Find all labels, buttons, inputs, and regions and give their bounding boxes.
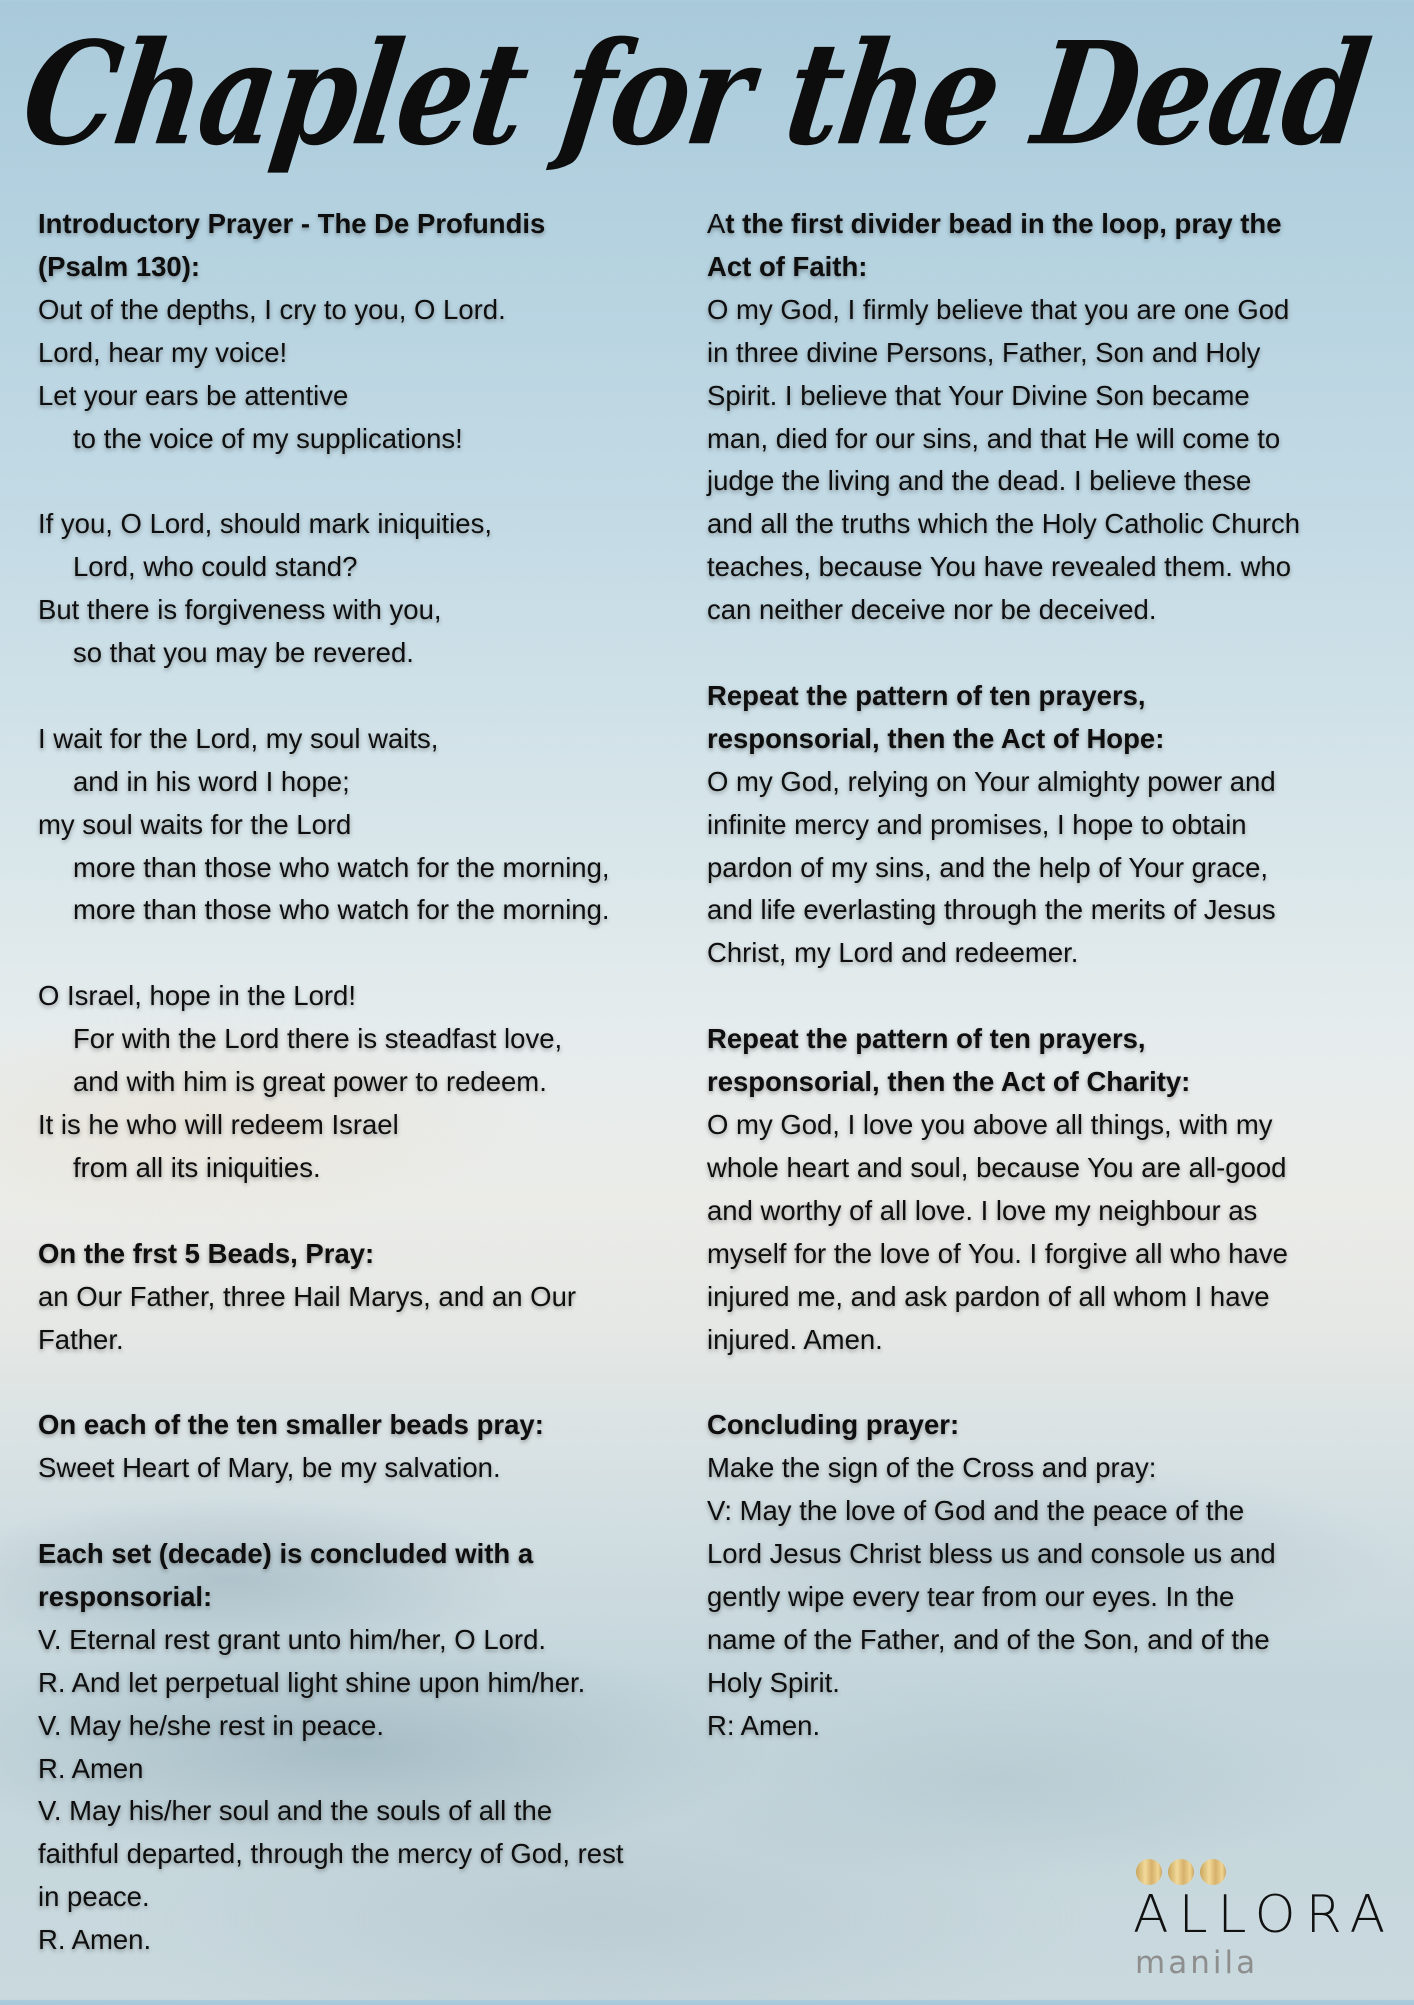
- body-line: V. May he/she rest in peace.: [38, 1709, 384, 1741]
- body-line: Father.: [38, 1323, 124, 1355]
- body-line: judge the living and the dead. I believe these: [707, 465, 1252, 497]
- body-line: in three divine Persons, Father, Son and Holy: [707, 336, 1261, 368]
- gold-dots-icon: [1136, 1859, 1226, 1885]
- body-line: and life everlasting through the merits of Jesus: [707, 894, 1276, 926]
- body-line: R. And let perpetual light shine upon him/her.: [38, 1666, 586, 1698]
- section-introductory-prayer: [38, 203, 706, 460]
- left-column: [38, 203, 706, 2005]
- section-act-of-charity: [707, 1018, 1387, 1361]
- psalm-line: Lord, who could stand?: [73, 551, 358, 583]
- psalm-stanza: [38, 718, 706, 933]
- allora-manila-logo: [1133, 1855, 1396, 1995]
- section-heading: [707, 203, 1387, 246]
- psalm-line: my soul waits for the Lord: [38, 808, 352, 840]
- page-title: Chaplet for the Dead: [13, 10, 1377, 177]
- section-heading: Act of Faith:: [707, 250, 868, 282]
- heading-initial: A: [707, 208, 726, 239]
- psalm-stanza: [38, 975, 706, 1190]
- heading-text: t the first divider bead in the loop, pray the: [725, 208, 1282, 239]
- body-line: can neither deceive nor be deceived.: [707, 594, 1157, 626]
- body-line: Make the sign of the Cross and pray:: [707, 1452, 1157, 1484]
- psalm-line: and with him is great power to redeem.: [73, 1066, 547, 1098]
- psalm-line: and in his word I hope;: [73, 765, 350, 797]
- body-line: R. Amen: [38, 1752, 144, 1784]
- body-line: myself for the love of You. I forgive all who have: [707, 1237, 1288, 1269]
- psalm-line: Let your ears be attentive: [38, 379, 349, 411]
- section-responsorial: [38, 1533, 706, 1962]
- body-line: R. Amen.: [38, 1924, 152, 1956]
- section-heading: On each of the ten smaller beads pray:: [38, 1409, 544, 1441]
- body-line: V. May his/her soul and the souls of all the: [38, 1795, 553, 1827]
- body-line: O my God, I firmly believe that you are one God: [707, 293, 1290, 325]
- psalm-line: so that you may be revered.: [73, 637, 414, 669]
- psalm-line: from all its iniquities.: [73, 1151, 321, 1183]
- body-line: injured. Amen.: [707, 1323, 883, 1355]
- section-ten-smaller-beads: [38, 1404, 706, 1490]
- psalm-line: If you, O Lord, should mark iniquities,: [38, 508, 492, 540]
- psalm-line: Out of the depths, I cry to you, O Lord.: [38, 293, 506, 325]
- section-act-of-faith: [707, 203, 1387, 632]
- section-act-of-hope: [707, 675, 1387, 975]
- body-line: Christ, my Lord and redeemer.: [707, 937, 1079, 969]
- body-line: gently wipe every tear from our eyes. In the: [707, 1580, 1235, 1612]
- body-line: whole heart and soul, because You are all-good: [707, 1151, 1287, 1183]
- psalm-stanza: [38, 503, 706, 675]
- section-heading: (Psalm 130):: [38, 250, 201, 282]
- gold-dot-icon: [1136, 1859, 1162, 1885]
- gold-dot-icon: [1168, 1859, 1194, 1885]
- body-line: O my God, I love you above all things, with my: [707, 1109, 1273, 1140]
- section-heading: Introductory Prayer - The De Profundis: [38, 208, 546, 239]
- section-heading: Repeat the pattern of ten prayers,: [707, 1023, 1146, 1055]
- section-heading: Repeat the pattern of ten prayers,: [707, 679, 1146, 711]
- body-line: and all the truths which the Holy Catholic Church: [707, 508, 1301, 540]
- section-heading: Concluding prayer:: [707, 1409, 960, 1441]
- body-line: Spirit. I believe that Your Divine Son became: [707, 379, 1250, 411]
- body-line: O my God, relying on Your almighty power and: [707, 765, 1276, 797]
- body-line: and worthy of all love. I love my neighbour as: [707, 1194, 1258, 1226]
- section-heading: On the frst 5 Beads, Pray:: [38, 1237, 375, 1269]
- section-heading: responsorial, then the Act of Hope:: [707, 722, 1165, 754]
- body-line: V: May the love of God and the peace of the: [707, 1495, 1245, 1527]
- psalm-line: more than those who watch for the morning.: [73, 894, 610, 926]
- psalm-line: O Israel, hope in the Lord!: [38, 980, 356, 1012]
- body-line: in peace.: [38, 1881, 150, 1913]
- body-line: Holy Spirit.: [707, 1666, 840, 1698]
- psalm-line: to the voice of my supplications!: [73, 422, 463, 454]
- body-line: V. Eternal rest grant unto him/her, O Lord.: [38, 1623, 547, 1655]
- body-line: faithful departed, through the mercy of God, rest: [38, 1838, 624, 1870]
- section-heading: Each set (decade) is concluded with a: [38, 1538, 534, 1569]
- body-line: Sweet Heart of Mary, be my salvation.: [38, 1452, 501, 1484]
- body-line: infinite mercy and promises, I hope to obtain: [707, 808, 1247, 840]
- body-line: R: Amen.: [707, 1709, 821, 1741]
- psalm-line: It is he who will redeem Israel: [38, 1108, 399, 1140]
- gold-dot-icon: [1200, 1859, 1226, 1885]
- psalm-line: more than those who watch for the morning,: [73, 851, 610, 883]
- psalm-line: Lord, hear my voice!: [38, 336, 288, 368]
- body-line: injured me, and ask pardon of all whom I have: [707, 1280, 1270, 1312]
- body-line: Lord Jesus Christ bless us and console us and: [707, 1538, 1276, 1570]
- section-first-five-beads: [38, 1233, 706, 1362]
- section-heading: responsorial, then the Act of Charity:: [707, 1066, 1191, 1098]
- psalm-line: I wait for the Lord, my soul waits,: [38, 722, 439, 754]
- section-concluding-prayer: [707, 1404, 1387, 1747]
- logo-brand-name: ALLORA: [1133, 1885, 1396, 1945]
- body-line: an Our Father, three Hail Marys, and an Our: [38, 1280, 577, 1312]
- section-heading: responsorial:: [38, 1580, 213, 1612]
- psalm-line: But there is forgiveness with you,: [38, 594, 442, 626]
- body-line: pardon of my sins, and the help of Your grace,: [707, 851, 1269, 883]
- body-line: man, died for our sins, and that He will come to: [707, 422, 1281, 454]
- right-column: [707, 203, 1387, 1790]
- body-line: name of the Father, and of the Son, and of the: [707, 1623, 1270, 1655]
- psalm-line: For with the Lord there is steadfast love,: [73, 1023, 563, 1055]
- logo-subtitle: manila: [1135, 1945, 1259, 1981]
- body-line: teaches, because You have revealed them. who: [707, 551, 1292, 583]
